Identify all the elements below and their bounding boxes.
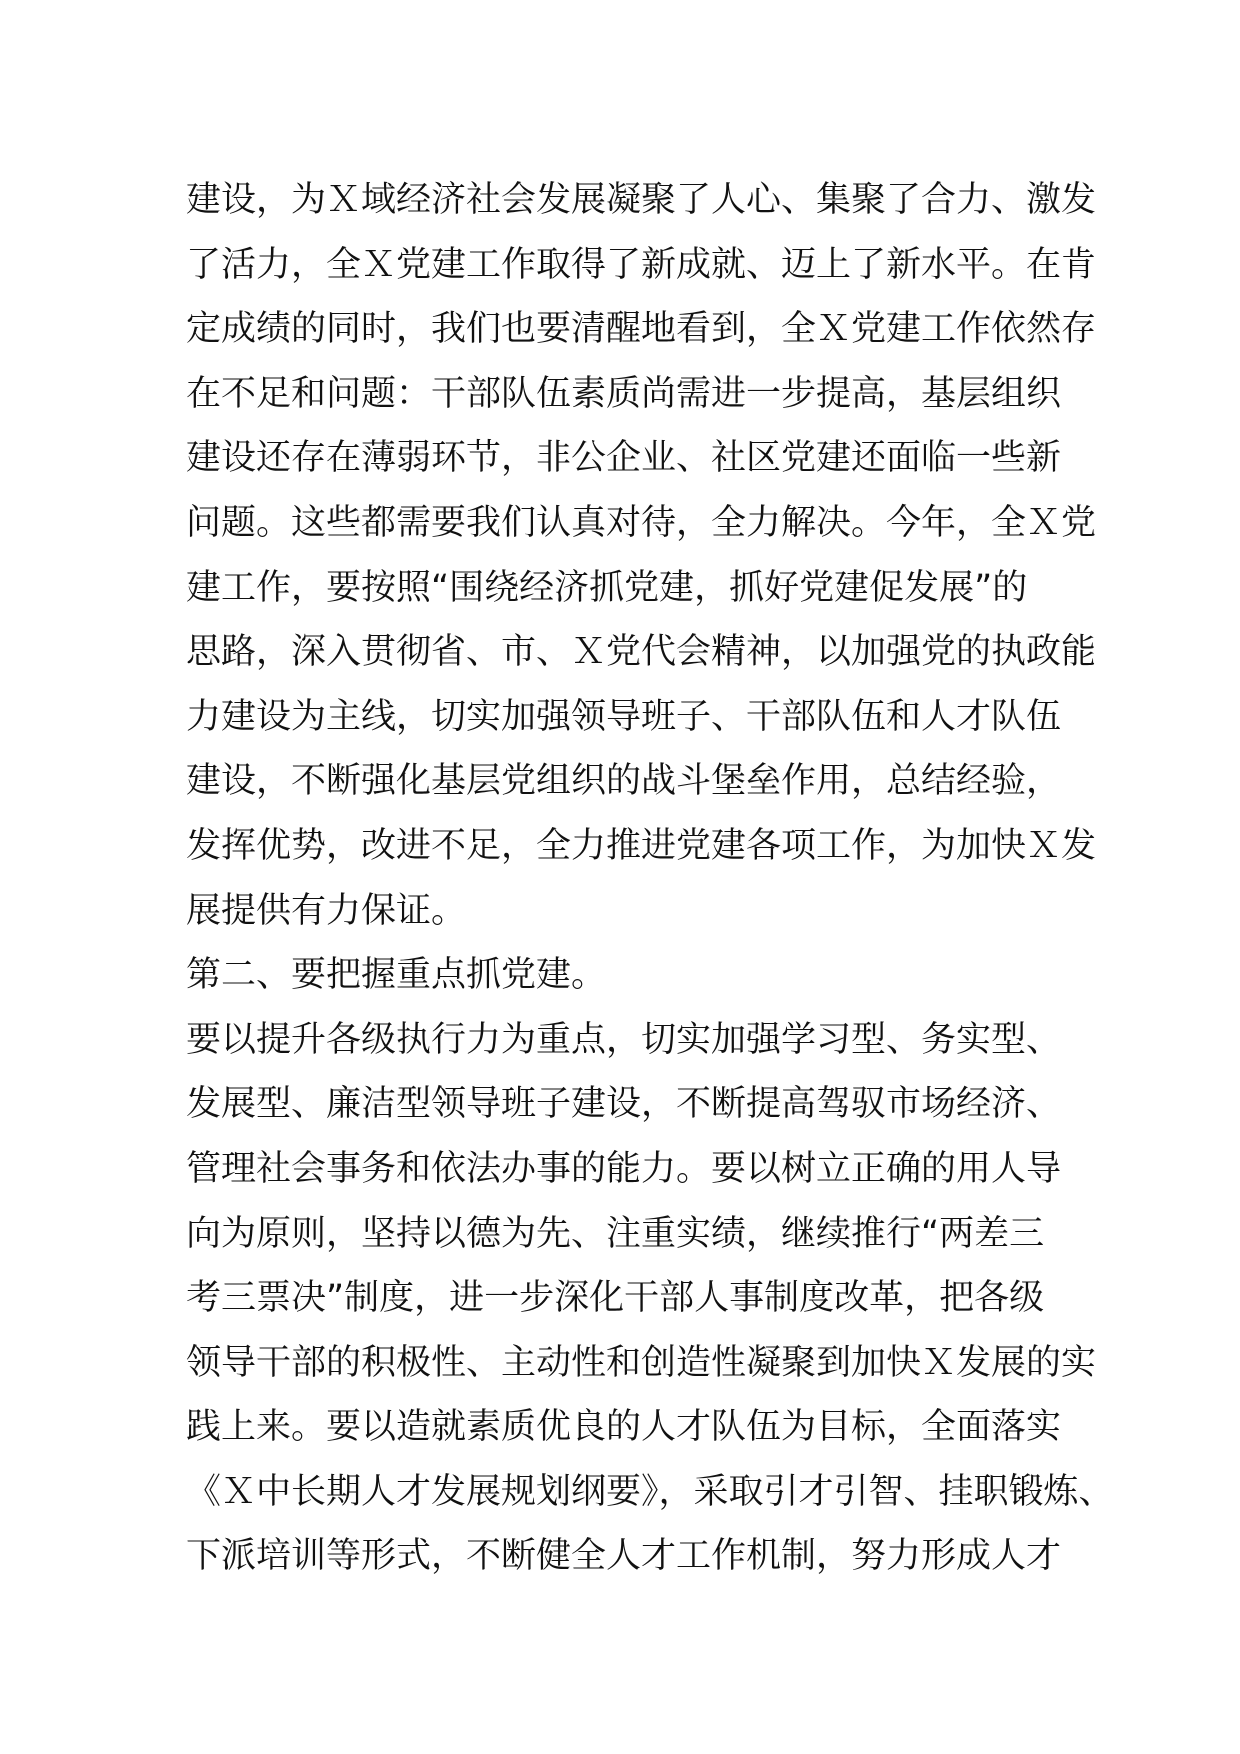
text-line: 展提供有力保证。 [186,890,467,931]
text-line: 建工作，要按照“围绕经济抓党建，抓好党建促发展”的 [186,567,1028,608]
text-line: 问题。这些都需要我们认真对待，全力解决。今年，全Ｘ党 [186,502,1097,543]
text-line: 建设，不断强化基层党组织的战斗堡垒作用，总结经验， [186,761,1062,802]
text-line: 在不足和问题：干部队伍素质尚需进一步提高，基层组织 [186,373,1062,414]
text-line: 领导干部的积极性、主动性和创造性凝聚到加快Ｘ发展的实 [186,1342,1097,1383]
text-line: 思路，深入贯彻省、市、Ｘ党代会精神，以加强党的执政能 [186,632,1097,673]
text-line: 建设还存在薄弱环节，非公企业、社区党建还面临一些新 [186,438,1062,479]
text-line: 了活力，全Ｘ党建工作取得了新成就、迈上了新水平。在肯 [186,244,1097,285]
text-line: 发展型、廉洁型领导班子建设，不断提高驾驭市场经济、 [186,1084,1062,1125]
text-line: 《Ｘ中长期人才发展规划纲要》，采取引才引智、挂职锻炼、 [186,1471,1114,1512]
text-line: 建设，为Ｘ域经济社会发展凝聚了人心、集聚了合力、激发 [186,180,1097,220]
text-line: 下派培训等形式，不断健全人才工作机制，努力形成人才 [186,1536,1062,1577]
body-text [186,168,1114,1589]
text-line: 定成绩的同时，我们也要清醒地看到，全Ｘ党建工作依然存 [186,309,1097,350]
text-line: 考三票决”制度，进一步深化干部人事制度改革，把各级 [186,1278,1045,1319]
text-line: 发挥优势，改进不足，全力推进党建各项工作，为加快Ｘ发 [186,825,1097,866]
section-heading: 第二、要把握重点抓党建。 [186,955,607,996]
text-line: 管理社会事务和依法办事的能力。要以树立正确的用人导 [186,1148,1062,1189]
text-line: 向为原则，坚持以德为先、注重实绩，继续推行“两差三 [186,1213,1045,1254]
text-line: 践上来。要以造就素质优良的人才队伍为目标，全面落实 [186,1407,1062,1448]
text-line: 力建设为主线，切实加强领导班子、干部队伍和人才队伍 [186,696,1062,737]
text-line: 要以提升各级执行力为重点，切实加强学习型、务实型、 [186,1019,1062,1060]
